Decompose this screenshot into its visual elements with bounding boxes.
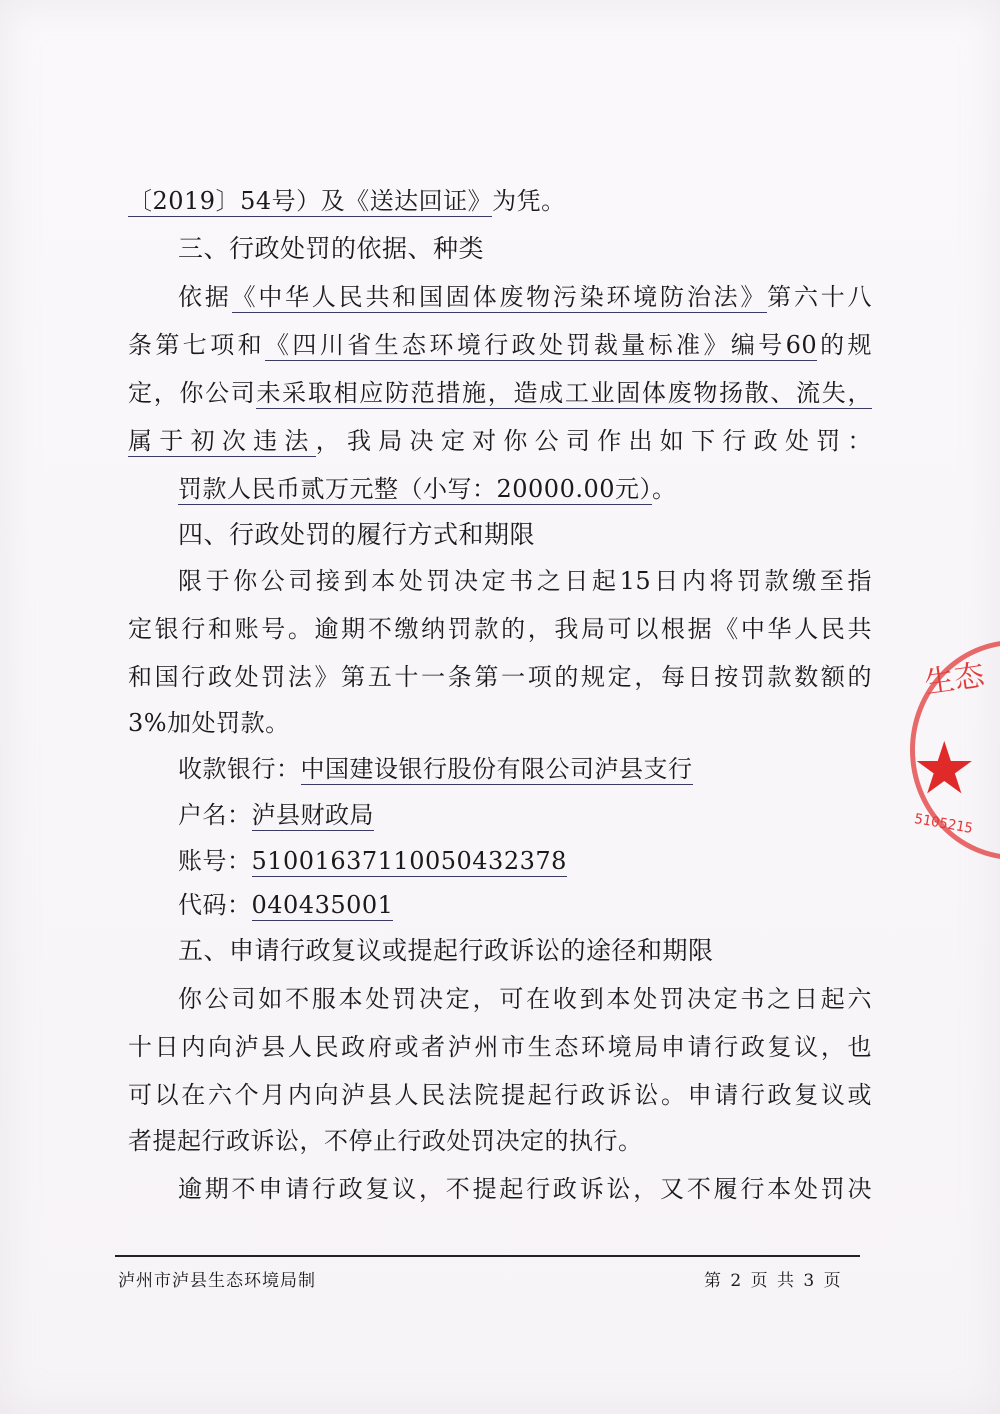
text-line: 定银行和账号。逾期不缴纳罚款的，我局可以根据《中华人民共 bbox=[128, 615, 872, 643]
star-icon: ★ bbox=[912, 726, 977, 810]
section-heading-4: 四、行政处罚的履行方式和期限 bbox=[178, 520, 536, 549]
text-line: 限于你公司接到本处罚决定书之日起15日内将罚款缴至指 bbox=[178, 567, 872, 595]
text-line: 逾期不申请行政复议，不提起行政诉讼，又不履行本处罚决 bbox=[178, 1175, 872, 1203]
official-seal bbox=[880, 640, 1000, 860]
bank-value: 中国建设银行股份有限公司泸县支行 bbox=[300, 755, 693, 783]
account-name-value: 泸县财政局 bbox=[251, 801, 374, 829]
fine-amount: 罚款人民币贰万元整（小写：20000.00元）。 bbox=[178, 475, 677, 503]
code-label: 代码： bbox=[178, 891, 252, 919]
text-line: 〔2019〕54号）及《送达回证》为凭。 bbox=[128, 187, 566, 215]
text-line: 你公司如不服本处罚决定，可在收到本处罚决定书之日起六 bbox=[178, 985, 872, 1013]
text-line: 定，你公司未采取相应防范措施，造成工业固体废物扬散、流失， bbox=[128, 379, 873, 407]
text-line: 属于初次违法，我局决定对你公司作出如下行政处罚： bbox=[128, 427, 873, 455]
text-line: 者提起行政诉讼，不停止行政处罚决定的执行。 bbox=[128, 1127, 643, 1155]
text-line: 依据《中华人民共和国固体废物污染环境防治法》第六十八 bbox=[178, 283, 873, 311]
section-heading-3: 三、行政处罚的依据、种类 bbox=[178, 234, 485, 263]
bank-label: 收款银行： bbox=[178, 755, 301, 783]
footer-divider bbox=[115, 1255, 860, 1257]
text-line: 可以在六个月内向泸县人民法院提起行政诉讼。申请行政复议或 bbox=[128, 1081, 872, 1109]
account-number-value: 51001637110050432378 bbox=[251, 847, 567, 875]
account-name-label: 户名： bbox=[178, 801, 252, 829]
seal-text: 生态 bbox=[922, 657, 987, 701]
account-number-row bbox=[178, 846, 567, 876]
bank-row bbox=[178, 754, 693, 784]
footer-issuer: 泸州市泸县生态环境局制 bbox=[118, 1271, 316, 1291]
text-line: 和国行政处罚法》第五十一条第一项的规定，每日按罚款数额的 bbox=[128, 663, 872, 691]
account-number-label: 账号： bbox=[178, 847, 252, 875]
account-name-row bbox=[178, 800, 374, 830]
seal-code: 5105215 bbox=[913, 810, 974, 838]
text-line: 十日内向泸县人民政府或者泸州市生态环境局申请行政复议，也 bbox=[128, 1033, 872, 1061]
section-heading-5: 五、申请行政复议或提起行政诉讼的途径和期限 bbox=[178, 936, 714, 965]
code-row bbox=[178, 890, 393, 920]
text-line: 条第七项和《四川省生态环境行政处罚裁量标准》编号60的规 bbox=[128, 331, 873, 359]
code-value: 040435001 bbox=[251, 891, 394, 919]
text-line: 3%加处罚款。 bbox=[128, 709, 290, 737]
page-number: 第 2 页 共 3 页 bbox=[704, 1271, 843, 1291]
